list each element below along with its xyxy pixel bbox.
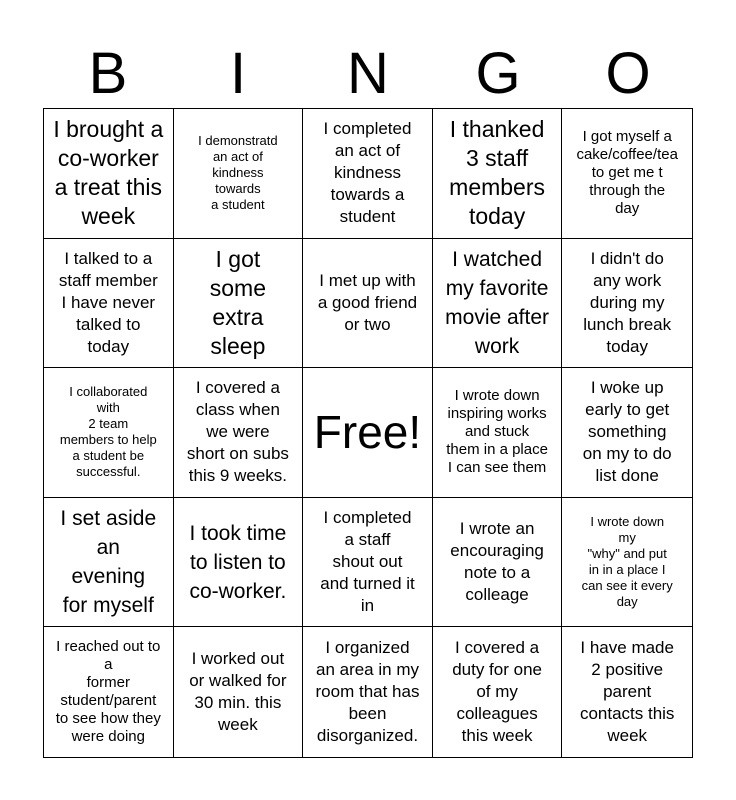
bingo-cell[interactable]: I woke up early to get something on my to do list done: [562, 368, 692, 498]
bingo-cell[interactable]: I set aside an evening for myself: [44, 498, 174, 628]
bingo-cell[interactable]: I watched my favorite movie after work: [433, 239, 563, 369]
free-space[interactable]: Free!: [303, 368, 433, 498]
bingo-cell[interactable]: I worked out or walked for 30 min. this week: [174, 627, 304, 757]
bingo-cell[interactable]: I took time to listen to co-worker.: [174, 498, 304, 628]
bingo-cell[interactable]: I reached out to a former student/parent to see how they were doing: [44, 627, 174, 757]
bingo-cell[interactable]: I wrote down inspiring works and stuck them in a place I can see them: [433, 368, 563, 498]
header-letter-b: B: [88, 41, 128, 106]
bingo-cell[interactable]: I talked to a staff member I have never talked to today: [44, 239, 174, 369]
header-letter-n: N: [347, 41, 389, 106]
header-letter-g: G: [475, 41, 521, 106]
header-letter-o: O: [605, 41, 651, 106]
bingo-cell[interactable]: I got some extra sleep: [174, 239, 304, 369]
bingo-cell[interactable]: I covered a duty for one of my colleagues this week: [433, 627, 563, 757]
bingo-cell[interactable]: I collaborated with 2 team members to help a student be successful.: [44, 368, 174, 498]
bingo-cell[interactable]: I covered a class when we were short on subs this 9 weeks.: [174, 368, 304, 498]
bingo-cell[interactable]: I thanked 3 staff members today: [433, 109, 563, 239]
bingo-board: [43, 108, 693, 758]
bingo-cell[interactable]: I completed a staff shout out and turned it in: [303, 498, 433, 628]
bingo-header: [43, 40, 693, 108]
bingo-cell[interactable]: I brought a co-worker a treat this week: [44, 109, 174, 239]
bingo-cell[interactable]: I got myself a cake/coffee/tea to get me t through the day: [562, 109, 692, 239]
bingo-cell[interactable]: I demonstratd an act of kindness towards a student: [174, 109, 304, 239]
bingo-cell[interactable]: I met up with a good friend or two: [303, 239, 433, 369]
header-letter-i: I: [229, 41, 247, 106]
bingo-cell[interactable]: I completed an act of kindness towards a student: [303, 109, 433, 239]
bingo-cell[interactable]: I didn't do any work during my lunch break today: [562, 239, 692, 369]
bingo-cell[interactable]: I have made 2 positive parent contacts this week: [579, 638, 675, 746]
bingo-cell[interactable]: I wrote an encouraging note to a colleage: [433, 498, 563, 628]
bingo-cell[interactable]: I wrote down my "why" and put in in a place I can see it every day: [562, 498, 692, 628]
bingo-cell[interactable]: I organized an area in my room that has been disorganized.: [303, 627, 433, 757]
